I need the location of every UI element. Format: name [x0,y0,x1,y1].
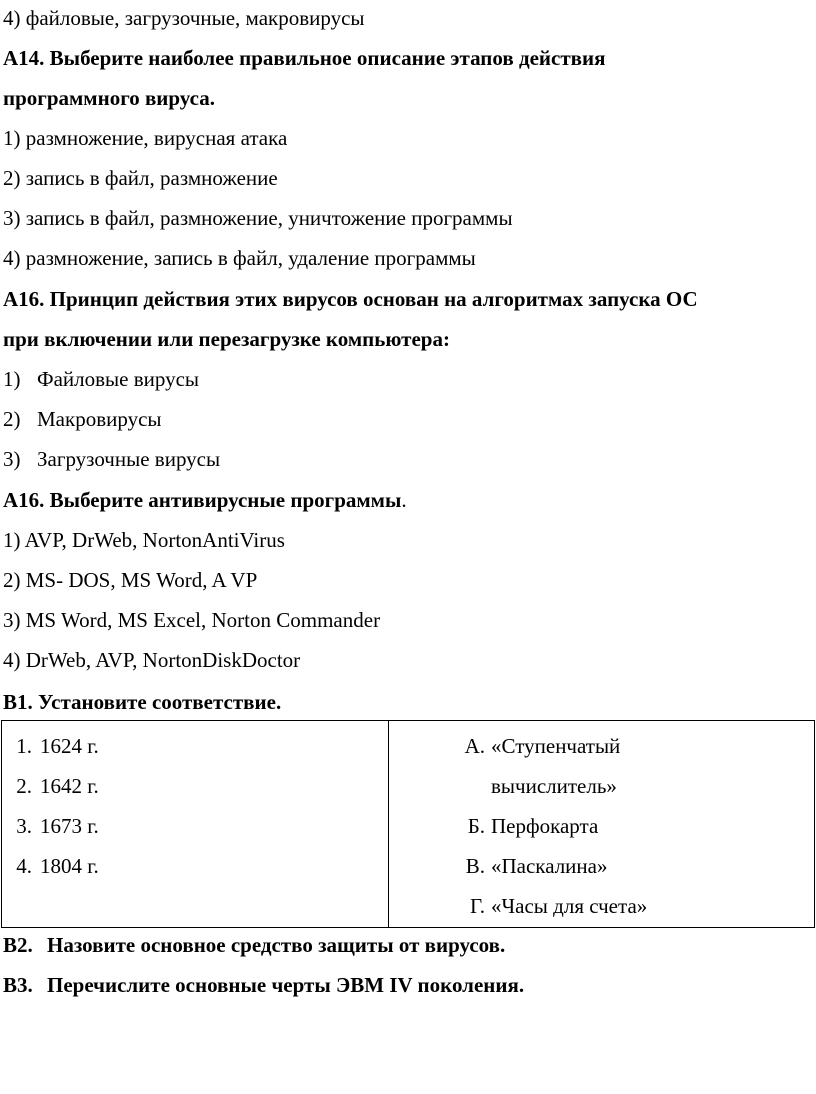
row-text: вычислитель» [491,774,617,798]
question-period: . [401,488,407,512]
table-right-row [459,853,607,879]
option-text: Макровирусы [37,407,162,431]
row-number: 2. [16,774,32,798]
question-a16-antivirus [3,487,407,513]
antivirus-option-4: 4) DrWeb, AVP, NortonDiskDoctor [3,648,301,672]
question-a16-line-1: А16. Принцип действия этих вирусов основан на алгоритмах запуска ОС [3,287,698,311]
row-text: Перфокарта [491,814,599,838]
table-right-row [459,773,617,799]
option-text: Файловые вирусы [37,367,200,391]
row-text: 1804 г. [40,854,99,878]
row-letter: Г. [469,894,485,918]
antivirus-option-1: 1) AVP, DrWeb, NortonAntiVirus [3,528,285,552]
a13-option-4: 4) файловые, загрузочные, макровирусы [3,6,365,30]
question-number: В2. [3,933,33,957]
antivirus-option-2: 2) MS- DOS, MS Word, A VP [3,568,258,592]
row-letter: А. [464,734,485,758]
question-number: В3. [3,973,33,997]
row-letter: Б. [467,814,485,838]
question-b2 [3,932,505,958]
question-a16-line-2: при включении или перезагрузке компьютера: [3,327,450,351]
table-divider [388,721,389,927]
row-text: 1642 г. [40,774,99,798]
row-letter: В. [465,854,485,878]
option-number: 3) [3,447,21,471]
question-text: Назовите основное средство защиты от вирусов. [47,933,506,957]
table-right-row [459,813,598,839]
row-text: «Часы для счета» [491,894,648,918]
row-number: 3. [16,814,32,838]
option-text: Загрузочные вирусы [37,447,221,471]
question-text: Перечислите основные черты ЭВМ IV поколения. [47,973,525,997]
question-text: А16. Выберите антивирусные программы [3,488,402,512]
antivirus-option-3: 3) MS Word, MS Excel, Norton Commander [3,608,381,632]
table-right-row [459,893,647,919]
a16-option-3 [3,446,220,472]
a14-option-3: 3) запись в файл, размножение, уничтожение программы [3,206,513,230]
matching-table [1,720,815,928]
row-text: 1624 г. [40,734,99,758]
a14-option-1: 1) размножение, вирусная атака [3,126,288,150]
row-number: 1. [16,734,32,758]
row-text: «Ступенчатый [491,734,621,758]
question-b1: В1. Установите соответствие. [3,690,282,714]
table-left-row [2,773,99,799]
row-text: 1673 г. [40,814,99,838]
option-number: 2) [3,407,21,431]
question-a14-line-1: А14. Выберите наиболее правильное описание этапов действия [3,46,606,70]
a14-option-2: 2) запись в файл, размножение [3,166,278,190]
a14-option-4: 4) размножение, запись в файл, удаление программы [3,246,476,270]
question-b3 [3,972,524,998]
table-left-row [2,733,99,759]
question-a14-line-2: программного вируса. [3,86,215,110]
row-text: «Паскалина» [491,854,608,878]
table-left-row [2,813,99,839]
table-right-row [459,733,620,759]
a16-option-2 [3,406,162,432]
table-left-row [2,853,99,879]
a16-option-1 [3,366,199,392]
row-number: 4. [16,854,32,878]
option-number: 1) [3,367,21,391]
